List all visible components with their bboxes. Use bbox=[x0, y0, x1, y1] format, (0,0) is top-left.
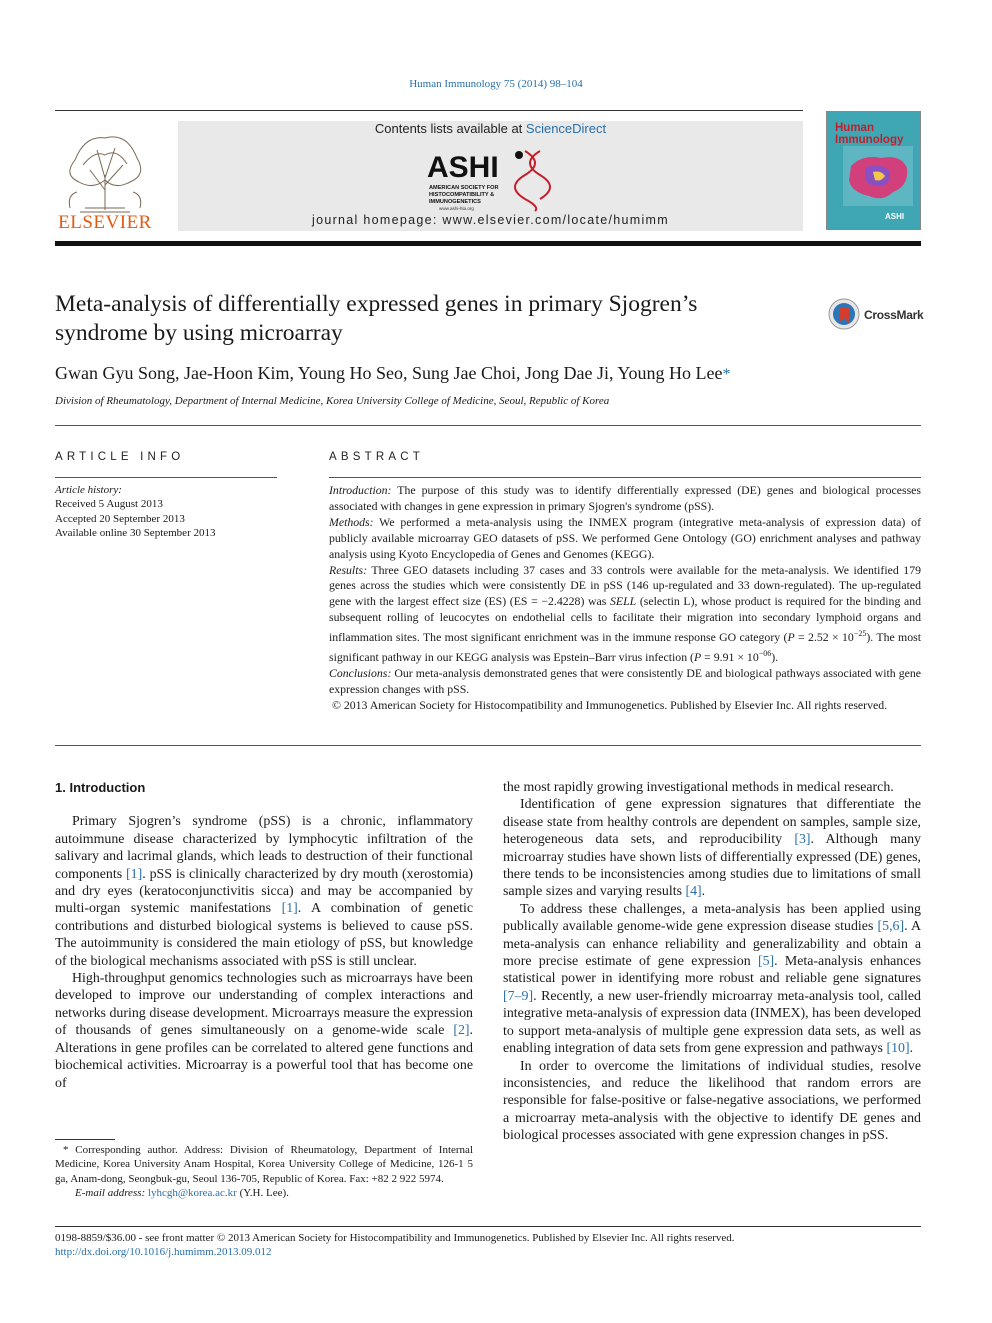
intro-paragraph-3: Identification of gene expression signatures that differentiate the disease state from healthy controls are dependent on samples, sample size, heterogeneous data sets, and reproducibility [3]. Although many microarray studies have shown lists of differentially expressed (DE) genes, there tends to be inconsistencies among studies due to limitations of small sample sizes and varying results [4]. bbox=[503, 797, 921, 900]
header-thick-rule bbox=[55, 241, 921, 246]
email-label: E-mail address: bbox=[75, 1186, 146, 1199]
citation-link[interactable]: [5] bbox=[757, 954, 775, 970]
ashi-subtitle-2: HISTOCOMPATIBILITY & bbox=[429, 192, 495, 198]
abstract-methods: Methods: We performed a meta-analysis using the INMEX program (integrative meta-analysis of expression data) of publicly available microarray GEO datasets of pSS. We performed Gene Ontology (GO) enrichment analyses and pathway analysis using Kyoto Encyclopedia of Genes and Genomes (KEGG). bbox=[329, 514, 921, 561]
citation-link[interactable]: [5,6] bbox=[877, 919, 905, 935]
intro-paragraph-4: To address these challenges, a meta-analysis has been applied using publically available genome-wide gene expression disease studies [5,6]. A meta-analysis can enhance reliability and generalizability and obtain a more precise estimate of gene expression [5]. Meta-analysis enhances statistical power in identifying more robust and reliable gene signatures [7–9]. Recently, a new user-friendly microarray meta-analysis tool, called integrative meta-analysis of expression data (INMEX), has been developed to support meta-analysis of multiple gene expression data sets, as well as enabling integration of data sets from gene expression and pathways [10]. bbox=[503, 901, 921, 1057]
ashi-site: www.ashi-hla.org bbox=[439, 206, 474, 211]
doi-link[interactable]: http://dx.doi.org/10.1016/j.humimm.2013.09.012 bbox=[55, 1246, 272, 1258]
intro-paragraph-1: Primary Sjogren’s syndrome (pSS) is a chronic, inflammatory autoimmune disease characterized by lymphocytic infiltration of the salivary and lacrimal glands, which leads to destruction of their functional components [1]. pSS is clinically characterized by dry mouth (xerostomia) and dry eyes (keratoconjunctivitis sicca) and may be accompanied by multi-organ systemic manifestations [1]. A combination of genetic contributions and disturbed biological systems is believed to cause pSS. The autoimmunity is considered the main etiology of pSS, but knowledge of the biological mechanisms associated with pSS is still unclear. bbox=[55, 814, 473, 969]
bottom-rule bbox=[55, 1226, 921, 1227]
email-link[interactable]: lyhcgh@korea.ac.kr bbox=[147, 1186, 237, 1199]
article-info-heading: ARTICLE INFO bbox=[55, 451, 185, 463]
sciencedirect-link[interactable]: ScienceDirect bbox=[525, 121, 607, 136]
history-label: Article history: bbox=[55, 484, 122, 496]
affiliation: Division of Rheumatology, Department of Internal Medicine, Korea University College of Medicine, Seoul, Republic of Korea bbox=[55, 395, 610, 407]
history-accepted: Accepted 20 September 2013 bbox=[55, 512, 185, 525]
top-rule bbox=[55, 110, 803, 111]
body-right-column bbox=[503, 779, 921, 1145]
elsevier-wordmark: ELSEVIER bbox=[58, 212, 152, 233]
abstract-results: Results: Three GEO datasets including 37 cases and 33 controls were available for the meta-analysis. We identified 179 genes across the studies which were consistently DE in pSS (146 up-regulated and 33 down-regulated). The up-regulated gene with the largest effect size (ES) (ES = −2.4228) was SELL (selectin L), whose product is required for the binding and subsequent rolling of leucocytes on endothelial cells to facilitate their migration into secondary lymphoid organs and inflammation sites. The most significant enrichment was in the immune response GO category $(P = 2.52 \times 10^{-25})$. The most significant pathway in our KEGG analysis was Epstein–Barr virus infection $(P = 9.91 \times 10^{-06})$. bbox=[329, 562, 921, 664]
abstract-introduction: Introduction: The purpose of this study was to identify differentially expressed (DE) genes and biological processes associated with changes in gene expression in primary Sjogren's syndrome (pSS). bbox=[329, 483, 921, 513]
abstract-copyright: © 2013 American Society for Histocompatibility and Immunogenetics. Published by Elsevier Inc. All rights reserved. bbox=[331, 697, 888, 712]
contents-line bbox=[178, 121, 803, 136]
footnote-rule bbox=[55, 1139, 115, 1140]
journal-homepage-link[interactable]: journal homepage: www.elsevier.com/locate/humimm bbox=[312, 213, 669, 227]
abstract-bottom-rule bbox=[55, 745, 921, 746]
citation-link[interactable]: [10] bbox=[886, 1041, 910, 1057]
body-left-column bbox=[55, 779, 473, 1092]
ashi-subtitle-3: IMMUNOGENETICS bbox=[429, 199, 481, 205]
author-list bbox=[55, 363, 921, 384]
intro-paragraph-2: High-throughput genomics technologies such as microarrays have been developed to improve our understanding of complex interactions and networks during disease development. Microarrays measure the expression of thousands of genes simultaneously on a genome-wide scale [2]. Alterations in gene profiles can be correlated to altered gene functions and biochemical activities. Microarray is a powerful tool that has become one of bbox=[55, 971, 473, 1091]
ashi-subtitle-1: AMERICAN SOCIETY FOR bbox=[429, 185, 499, 191]
abstract-rule bbox=[329, 477, 921, 478]
issn-copyright: 0198-8859/$36.00 - see front matter © 2013 American Society for Histocompatibility and Immunogenetics. Published by Elsevier Inc. All rights reserved. bbox=[55, 1232, 735, 1244]
history-online: Available online 30 September 2013 bbox=[55, 527, 216, 540]
citation-link[interactable]: [1] bbox=[126, 866, 143, 882]
article-history bbox=[55, 483, 277, 541]
intro-paragraph-5: In order to overcome the limitations of individual studies, resolve inconsistencies, and reduce the likelihood that random errors are responsible for false-positive or false-negative associations, we performed a microarray meta-analysis with the objective to identify DE genes and biological processes associated with gene expression changes in pSS. bbox=[503, 1058, 921, 1144]
crossmark-label[interactable]: CrossMark bbox=[864, 308, 924, 322]
corresponding-author-mark[interactable]: * bbox=[722, 366, 731, 383]
cover-map-image bbox=[843, 146, 913, 206]
article-title: Meta-analysis of differentially expressed genes in primary Sjogren’s syndrome by using microarray bbox=[55, 291, 698, 346]
cover-title: Human Immunology bbox=[835, 122, 904, 146]
authors-text: Gwan Gyu Song, Jae-Hoon Kim, Young Ho Seo, Sung Jae Choi, Jong Dae Ji, Young Ho Lee bbox=[55, 363, 723, 383]
info-top-rule bbox=[55, 425, 921, 426]
section-heading-introduction: 1. Introduction bbox=[55, 780, 146, 795]
citation-link[interactable]: [4] bbox=[685, 884, 702, 900]
citation-link[interactable]: [3] bbox=[794, 832, 811, 848]
crossmark-icon[interactable] bbox=[828, 298, 860, 330]
citation-link[interactable]: [2] bbox=[453, 1023, 470, 1039]
intro-paragraph-2-continued: the most rapidly growing investigational methods in medical research. bbox=[503, 780, 894, 795]
citation-link[interactable]: [7–9] bbox=[503, 988, 534, 1004]
citation-link[interactable]: [1] bbox=[281, 901, 298, 917]
journal-reference-link[interactable]: Human Immunology 75 (2014) 98–104 bbox=[409, 78, 583, 90]
ashi-wordmark: ASHI bbox=[427, 151, 499, 184]
abstract-conclusions: Conclusions: Our meta-analysis demonstrated genes that were consistently DE and biological pathways associated with gene expression changes with pSS. bbox=[329, 665, 921, 696]
cover-ashi-badge: ASHI bbox=[885, 212, 905, 221]
history-received: Received 5 August 2013 bbox=[55, 498, 163, 511]
ashi-logo bbox=[425, 143, 560, 213]
abstract-body bbox=[329, 483, 921, 714]
article-info-rule bbox=[55, 477, 277, 478]
footnote-mark: * bbox=[63, 1144, 69, 1156]
contents-prefix: Contents lists available at bbox=[374, 121, 526, 136]
issn-line bbox=[55, 1231, 921, 1259]
journal-cover-thumbnail[interactable] bbox=[826, 111, 921, 230]
abstract-heading: ABSTRACT bbox=[329, 451, 424, 463]
corresponding-author-footnote: * Corresponding author. Address: Division of Rheumatology, Department of Internal Medicine, Korea University Anam Hospital, Korea University College of Medicine, 126-1 5 ga, Anam-dong, Seongbuk-gu, Seoul 136-705, Republic of Korea. Fax: +82 2 922 5974. E-mail address: lyhcgh@korea.ac.kr (Y.H. Lee). bbox=[55, 1144, 473, 1199]
